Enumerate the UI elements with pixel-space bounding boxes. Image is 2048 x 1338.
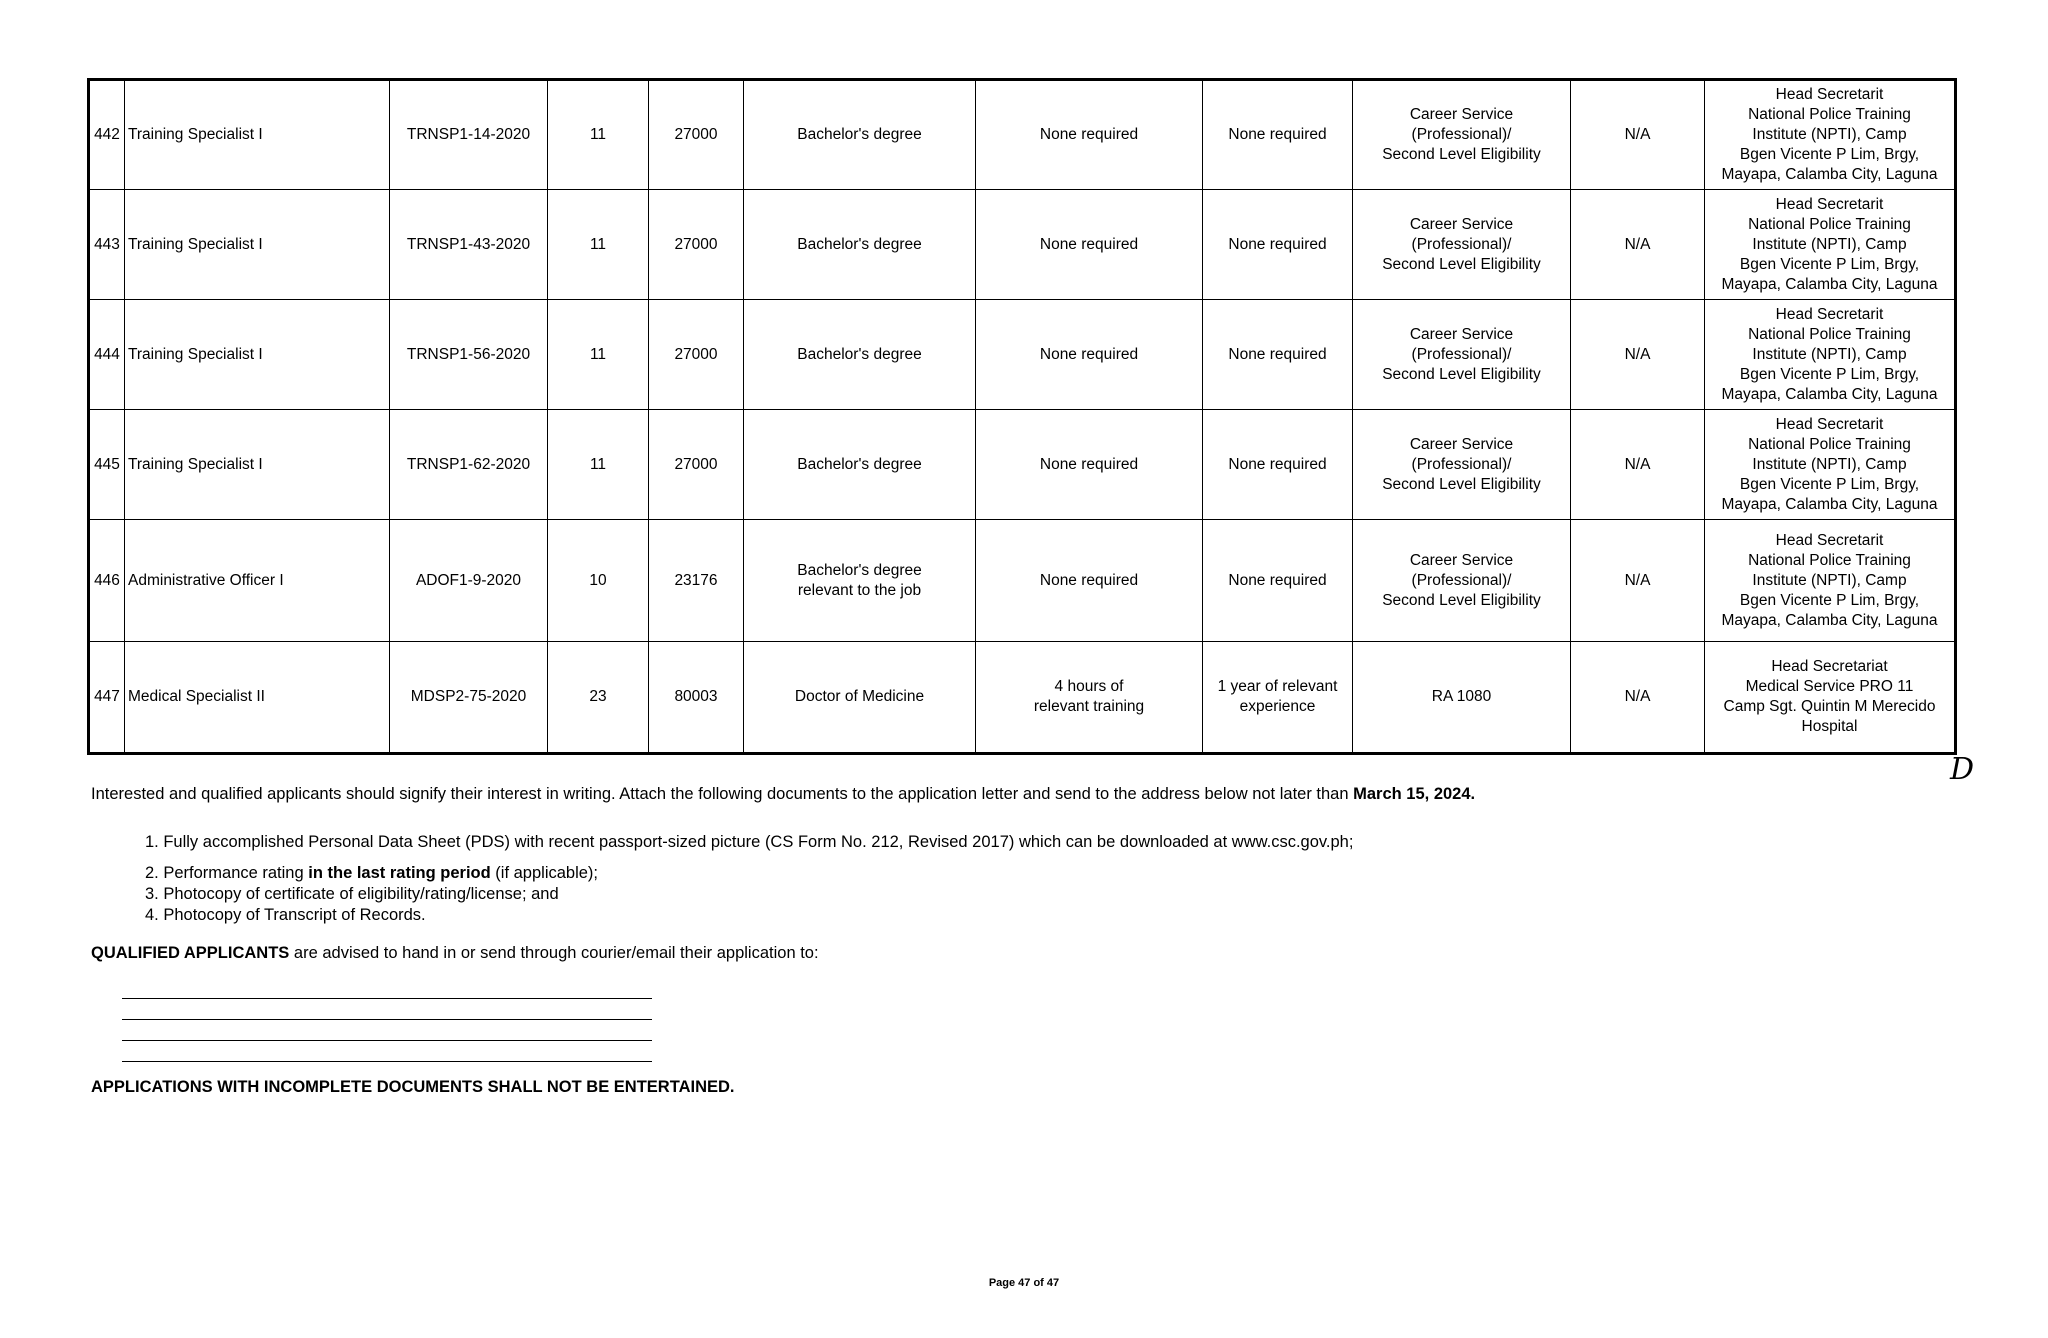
competency-cell: N/A xyxy=(1571,520,1705,642)
position-title-cell: Training Specialist I xyxy=(125,190,390,300)
table-row xyxy=(89,300,1956,410)
experience-requirement-cell: None required xyxy=(1203,300,1353,410)
plantilla-item-no-cell: TRNSP1-43-2020 xyxy=(390,190,548,300)
position-title-cell: Training Specialist I xyxy=(125,80,390,190)
eligibility-requirement-cell: Career Service (Professional)/ Second Level Eligibility xyxy=(1353,520,1571,642)
plantilla-item-no-cell: TRNSP1-62-2020 xyxy=(390,410,548,520)
monthly-salary-cell: 80003 xyxy=(649,642,744,754)
qualified-applicants-note xyxy=(91,944,819,963)
education-requirement-cell: Bachelor's degree xyxy=(744,410,976,520)
experience-requirement-cell: None required xyxy=(1203,80,1353,190)
education-requirement-cell: Bachelor's degree xyxy=(744,300,976,410)
place-of-assignment-cell: Head Secretarit National Police Training Institute (NPTI), Camp Bgen Vicente P Lim, Brgy, Mayapa, Calamba City, Laguna xyxy=(1705,520,1956,642)
requirement-item-4: 4. Photocopy of Transcript of Records. xyxy=(145,906,426,924)
position-title-cell: Training Specialist I xyxy=(125,410,390,520)
experience-requirement-cell: 1 year of relevant experience xyxy=(1203,642,1353,754)
row-number-cell: 447 xyxy=(89,642,125,754)
place-of-assignment-cell: Head Secretarit National Police Training Institute (NPTI), Camp Bgen Vicente P Lim, Brgy, Mayapa, Calamba City, Laguna xyxy=(1705,410,1956,520)
row-number-cell: 443 xyxy=(89,190,125,300)
eligibility-requirement-cell: Career Service (Professional)/ Second Level Eligibility xyxy=(1353,300,1571,410)
item2-prefix: 2. Performance rating xyxy=(145,864,304,882)
requirement-item-2 xyxy=(145,864,598,883)
monthly-salary-cell: 27000 xyxy=(649,80,744,190)
place-of-assignment-cell: Head Secretarit National Police Training Institute (NPTI), Camp Bgen Vicente P Lim, Brgy, Mayapa, Calamba City, Laguna xyxy=(1705,80,1956,190)
address-line-3 xyxy=(122,1040,652,1041)
salary-grade-cell: 11 xyxy=(548,300,649,410)
row-number-cell: 442 xyxy=(89,80,125,190)
plantilla-item-no-cell: MDSP2-75-2020 xyxy=(390,642,548,754)
education-requirement-cell: Doctor of Medicine xyxy=(744,642,976,754)
eligibility-requirement-cell: Career Service (Professional)/ Second Level Eligibility xyxy=(1353,80,1571,190)
item2-suffix: (if applicable); xyxy=(495,864,599,882)
position-title-cell: Training Specialist I xyxy=(125,300,390,410)
eligibility-requirement-cell: Career Service (Professional)/ Second Level Eligibility xyxy=(1353,410,1571,520)
monthly-salary-cell: 23176 xyxy=(649,520,744,642)
incomplete-warning: APPLICATIONS WITH INCOMPLETE DOCUMENTS SHALL NOT BE ENTERTAINED. xyxy=(91,1078,735,1096)
qualified-bold: QUALIFIED APPLICANTS xyxy=(91,944,290,962)
competency-cell: N/A xyxy=(1571,300,1705,410)
job-vacancy-table xyxy=(87,78,1957,755)
address-line-4 xyxy=(122,1061,652,1062)
place-of-assignment-cell: Head Secretarit National Police Training Institute (NPTI), Camp Bgen Vicente P Lim, Brgy, Mayapa, Calamba City, Laguna xyxy=(1705,300,1956,410)
page-number: Page 47 of 47 xyxy=(988,1277,1060,1289)
address-line-2 xyxy=(122,1019,652,1020)
training-requirement-cell: None required xyxy=(976,410,1203,520)
competency-cell: N/A xyxy=(1571,190,1705,300)
row-number-cell: 444 xyxy=(89,300,125,410)
requirement-item-1: 1. Fully accomplished Personal Data Sheet (PDS) with recent passport-sized picture (CS Form No. 212, Revised 2017) which can be downloaded at www.csc.gov.ph; xyxy=(145,833,1354,851)
table-row xyxy=(89,520,1956,642)
item2-bold: in the last rating period xyxy=(308,864,491,882)
competency-cell: N/A xyxy=(1571,642,1705,754)
training-requirement-cell: 4 hours of relevant training xyxy=(976,642,1203,754)
competency-cell: N/A xyxy=(1571,410,1705,520)
table-body xyxy=(89,80,1956,754)
place-of-assignment-cell: Head Secretarit National Police Training Institute (NPTI), Camp Bgen Vicente P Lim, Brgy, Mayapa, Calamba City, Laguna xyxy=(1705,190,1956,300)
qualified-rest: are advised to hand in or send through courier/email their application to: xyxy=(293,944,819,962)
margin-mark: D xyxy=(1950,752,1975,787)
table-row xyxy=(89,80,1956,190)
education-requirement-cell: Bachelor's degree relevant to the job xyxy=(744,520,976,642)
instructions-intro xyxy=(91,785,1475,804)
salary-grade-cell: 23 xyxy=(548,642,649,754)
deadline-date: March 15, 2024. xyxy=(1353,785,1476,803)
position-title-cell: Administrative Officer I xyxy=(125,520,390,642)
place-of-assignment-cell: Head Secretariat Medical Service PRO 11 Camp Sgt. Quintin M Merecido Hospital xyxy=(1705,642,1956,754)
experience-requirement-cell: None required xyxy=(1203,410,1353,520)
monthly-salary-cell: 27000 xyxy=(649,300,744,410)
monthly-salary-cell: 27000 xyxy=(649,410,744,520)
education-requirement-cell: Bachelor's degree xyxy=(744,80,976,190)
eligibility-requirement-cell: Career Service (Professional)/ Second Level Eligibility xyxy=(1353,190,1571,300)
training-requirement-cell: None required xyxy=(976,300,1203,410)
plantilla-item-no-cell: TRNSP1-56-2020 xyxy=(390,300,548,410)
competency-cell: N/A xyxy=(1571,80,1705,190)
position-title-cell: Medical Specialist II xyxy=(125,642,390,754)
table-row xyxy=(89,642,1956,754)
experience-requirement-cell: None required xyxy=(1203,520,1353,642)
salary-grade-cell: 11 xyxy=(548,410,649,520)
training-requirement-cell: None required xyxy=(976,520,1203,642)
requirement-item-3: 3. Photocopy of certificate of eligibility/rating/license; and xyxy=(145,885,559,903)
education-requirement-cell: Bachelor's degree xyxy=(744,190,976,300)
eligibility-requirement-cell: RA 1080 xyxy=(1353,642,1571,754)
monthly-salary-cell: 27000 xyxy=(649,190,744,300)
address-line-1 xyxy=(122,998,652,999)
table-row xyxy=(89,410,1956,520)
plantilla-item-no-cell: TRNSP1-14-2020 xyxy=(390,80,548,190)
training-requirement-cell: None required xyxy=(976,190,1203,300)
salary-grade-cell: 11 xyxy=(548,80,649,190)
salary-grade-cell: 11 xyxy=(548,190,649,300)
table-row xyxy=(89,190,1956,300)
plantilla-item-no-cell: ADOF1-9-2020 xyxy=(390,520,548,642)
training-requirement-cell: None required xyxy=(976,80,1203,190)
row-number-cell: 445 xyxy=(89,410,125,520)
intro-text: Interested and qualified applicants should signify their interest in writing. Attach the following documents to the application letter and send to the address below not later than xyxy=(91,785,1349,803)
row-number-cell: 446 xyxy=(89,520,125,642)
experience-requirement-cell: None required xyxy=(1203,190,1353,300)
salary-grade-cell: 10 xyxy=(548,520,649,642)
